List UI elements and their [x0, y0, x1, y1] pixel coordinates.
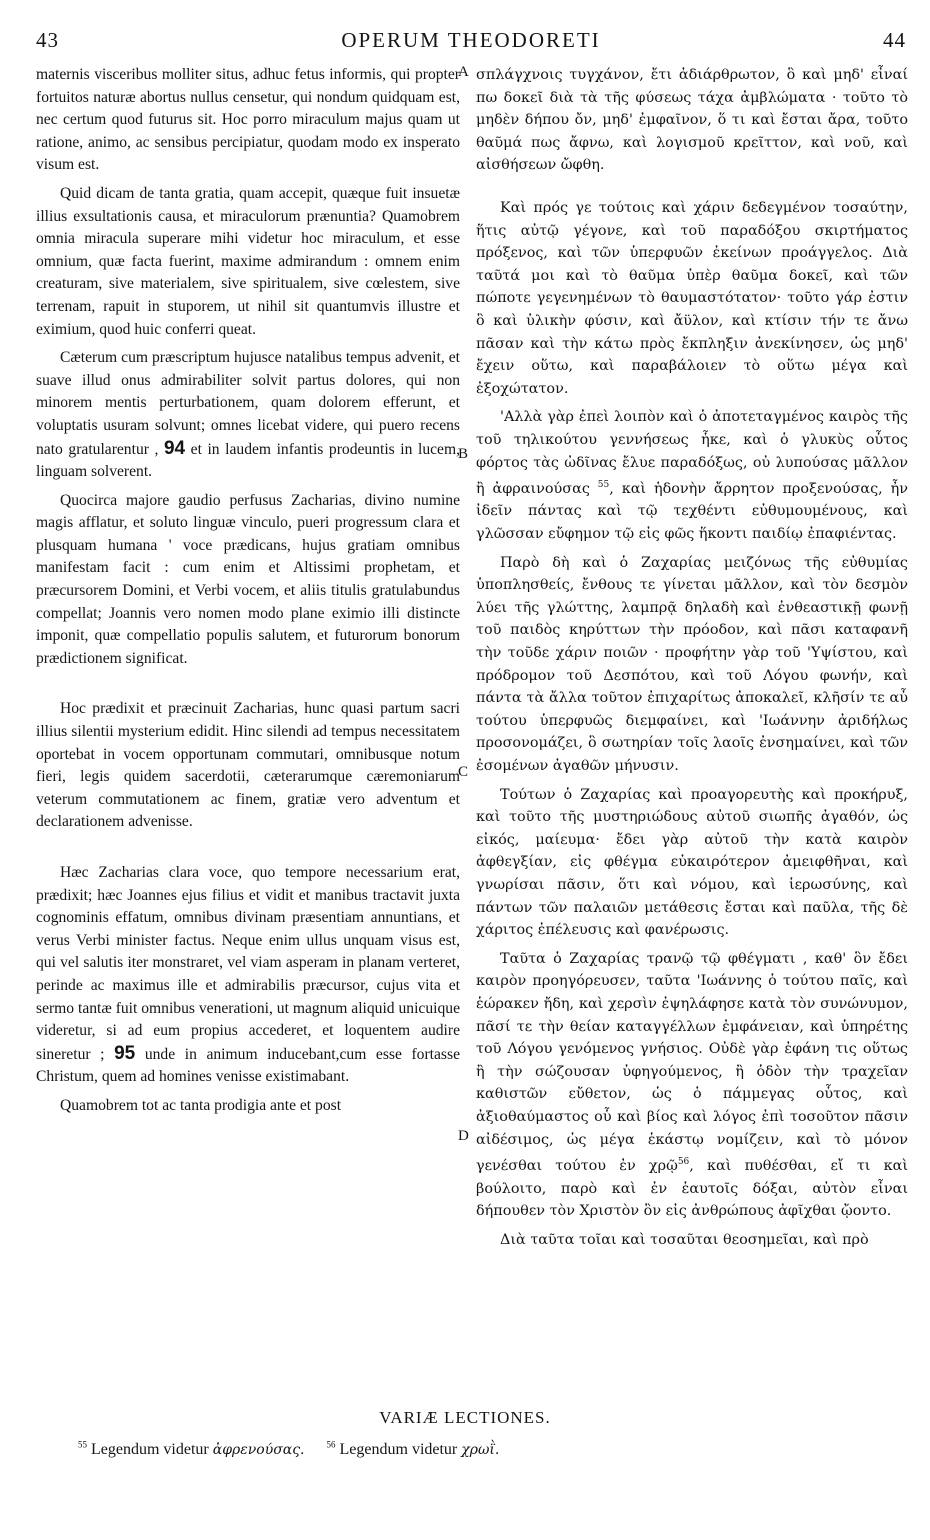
greek-paragraph-3	[476, 406, 908, 545]
latin-column	[36, 64, 460, 1404]
variae-lectiones-notes	[78, 1440, 517, 1459]
column-number-95: 95	[114, 1042, 136, 1064]
column-number-94: 94	[163, 437, 186, 459]
greek-p6-text-b: , καὶ πυθέσθαι, εἴ τι καὶ βούλοιτο, παρὸ καὶ ἐν ἑαυτοῖς δόξαι, αὐτὸν εἶναι δήπουθεν τὸν Χριστὸν ὂν εἰς ἀνθρώπους ἀφῖχθαι ᾤοντο.	[476, 1157, 908, 1220]
latin-paragraph-7: Quamobrem tot ac tanta prodigia ante et post	[60, 1096, 342, 1114]
margin-letter-c: C	[458, 764, 469, 780]
greek-paragraph-1: σπλάγχνοις τυγχάνον, ἔτι ἀδιάρθρωτον, ὃ καὶ μηδ' εἶναί πω δοκεῖ διὰ τὰ τῆς φύσεως τάχα ἀμβλώματα · τοῦτο τὸ μηδὲν δήπου ὄν, μηδ' ἐμφαῖνον, ὅ τι καὶ ἔσται ἄρα, τοῦτο θαῦμά πως ἄφνω, καὶ λογισμοῦ κρεῖττον, καὶ νοῦ, καὶ αἰσθήσεων ὤφθη.	[476, 67, 908, 174]
greek-p6-text-a: Ταῦτα ὁ Ζαχαρίας τρανῷ τῷ φθέγματι , καθ' ὃν ἔδει καιρὸν προηγόρευσεν, ταῦτα 'Ιωάννης ὁ τούτου παῖς, καὶ ἑώρακεν ἤδη, καὶ χερσὶν ἐψηλάφησε κατὰ τὸν συνώνυμον, πᾶσί τε τὴν θείαν καταγγέλλων ἐμφάνειαν, καὶ ὑπηρέτης τοῦ Λόγου γενόμενος γνήσιος. Οὐδὲ γὰρ ἐφάνη τις οὕτως ἢ τὴν σώζουσαν ὑφηγούμενος, ἢ ὁδὸν τὴν τραχεῖαν καθιστῶν εὔθετον, ὡς ὁ πάμμεγας οὗτος, καὶ ἀξιοθαύμαστος οὗ καὶ βίος καὶ λόγος ἐπὶ τοσοῦτον πᾶσιν αἰδέσιμος, ὡς μέγα ἑκάστῳ νομίζειν, καὶ τὸ μόνον γενέσθαι τούτου ἐν χρῷ	[476, 950, 908, 1174]
note-ref-55: 55	[597, 480, 610, 491]
note-ref-56: 56	[677, 1157, 690, 1168]
latin-p3-text-b: et in laudem infantis prodeuntis in lucem, linguam solverent.	[36, 440, 460, 481]
margin-letter-a: A	[458, 64, 469, 80]
latin-paragraph-1: maternis visceribus molliter situs, adhuc fetus informis, qui propter fortuitos naturæ abortus nullus censetur, qui nondum quidquam est, nec certum quod futurus sit. Hoc porro miraculum majus quam ut ratione, animo, ac sensibus percipiatur, quodam modo ex insperato visum est.	[36, 66, 460, 174]
page-number-right: 44	[883, 28, 906, 52]
latin-paragraph-5: Hoc prædixit et præcinuit Zacharias, hunc quasi partum sacri illius silentii mysterium edidit. Hinc silendi ad tempus necessitatem oportebat in vocem opportunam commutari, omnibusque notum fieri, legis quidem sacerdotii, cæterarumque cæremoniarum veterum commutationem ac finem, gratiæ vero adventum et declarationem advenisse.	[36, 700, 460, 831]
greek-paragraph-2: Καὶ πρός γε τούτοις καὶ χάριν δεδεγμένον τοσαύτην, ἥτις αὐτῷ γέγονε, καὶ τοῦ παραδόξου σκιρτήματος πρόξενος, καὶ τῶν ὑπερφυῶν ἐκείνων προάγγελος. Διὰ ταῦτά μοι καὶ τὸ θαῦμα ὑπὲρ θαῦμα δοκεῖ, καὶ τῶν πώποτε γεγενημένων τὸ θαυμαστότατον· τοῦτο γάρ ἐστιν ὃ καὶ ὑλικὴν φύσιν, καὶ ἄϋλον, καὶ κτίσιν τήν τε ἄνω πᾶσαν καὶ τὴν κάτω πρὸς ἔκπληξιν ἀνεκίνησεν, ὡς μηδ' ἔχειν οὕτω, καὶ παραβάλοιεν τὸ οὕτω μέγα καὶ ἐξοχώτατον.	[476, 199, 908, 397]
greek-paragraph-6	[476, 948, 908, 1223]
footnote-56	[327, 1441, 500, 1458]
footnote-greek: ἀφρενούσας.	[212, 1442, 305, 1459]
margin-letter-b: B	[458, 446, 469, 462]
footnote-55	[78, 1441, 305, 1458]
latin-paragraph-2: Quid dicam de tanta gratia, quam accepit, quæque fuit insuetæ illius exsultationis causa, et miraculorum prænuntia? Quamobrem omnia miracula superare mihi videtur hoc miraculum, et esse omnium, quæ facta fuerint, maxime admirandum : omnem enim creaturam, sive materialem, sive spiritualem, sive cœlestem, sive terrenam, rapuit in stuporem, ut nihil sit quantumvis illustre et eximium, quod huic conferri queat.	[36, 184, 460, 338]
footnote-text: Legendum videtur	[339, 1441, 458, 1459]
latin-paragraph-3	[36, 347, 460, 484]
page-number-left: 43	[36, 28, 59, 52]
running-title: OPERUM THEODORETI	[341, 28, 601, 52]
footnote-number: 55	[78, 1440, 87, 1450]
greek-p3-text-a: 'Αλλὰ γὰρ ἐπεὶ λοιπὸν καὶ ὁ ἀποτεταγμένος καιρὸς τῆς τοῦ τηλικούτου γεννήσεως ἧκε, καὶ ὁ γλυκὺς οὗτος φόρτος τὰς ὠδῖνας ἔλυε παραδόξως, οὐ λυπούσας μᾶλλον ἢ ἀφραινούσας	[476, 409, 908, 497]
greek-column	[476, 64, 908, 1404]
greek-paragraph-7: Διὰ ταῦτα τοῖαι καὶ τοσαῦται θεοσημεῖαι, καὶ πρὸ	[500, 1231, 869, 1248]
variae-lectiones-title: VARIÆ LECTIONES.	[379, 1408, 551, 1427]
latin-p6-text-b: unde in animum inducebant,cum esse fortasse Christum, quem ad homines venisse existimabant.	[36, 1045, 460, 1086]
latin-p6-text-a: Hæc Zacharias clara voce, quo tempore necessarium erat, prædixit; hæc Joannes ejus filius et vidit et manibus tractavit juxta cognominis effatum, omnibus divinam præsentiam annuntians, et verus Verbi minister factus. Neque enim ullus unquam visus est, qui vel salutis iter monstraret, vel viam asperam in planam verteret, perinde ac maximus ille et admirabilis præcursor, cujus vita et sermo tantæ fuit omnibus venerationi, ut magnum aliquid unicuique videretur, si ad eum propius accederet, et loquentem audire sineretur ;	[36, 864, 460, 1063]
latin-p3-text-a: Cæterum cum præscriptum hujusce natalibus tempus advenit, et suave illud onus admirabiliter solvit partus dolores, qui non minorem mentis perturbationem, quam dolorem efferunt, et voluptatis usuram solvunt; omnes licebat videre, qui puero recens nato gratularentur ,	[36, 349, 460, 458]
footnote-number: 56	[326, 1440, 336, 1450]
footnote-text: Legendum videtur	[91, 1441, 209, 1459]
footnote-greek: χρωῒ.	[461, 1442, 500, 1459]
greek-p3-text-b: , καὶ ἡδονὴν ἄρρητον προξενούσας, ἦν ἰδεῖν πάντας καὶ τῷ τεχθέντι εὐθυμουμένους, καὶ γλῶσσαν εὔφημον τῷ εἰς φῶς ἥκοντι παιδίῳ ἐπαφιέντας.	[476, 480, 908, 543]
latin-paragraph-6	[36, 862, 460, 1089]
greek-paragraph-4: Παρὸ δὴ καὶ ὁ Ζαχαρίας μειζόνως τῆς εὐθυμίας ὑποπλησθείς, ἔνθους τε γίνεται μᾶλλον, καὶ τὸν δεσμὸν λύει τῆς γλώττης, λαμπρᾷ δηλαδὴ καὶ ἐνθεαστικῇ φωνῇ τοῦ παιδὸς κηρύττων τὴν πρόοδον, καὶ πᾶσι καταφανῆ τὴν τοῦδε χάριν ποιῶν · προφήτην γὰρ τοῦ 'Υψίστου, καὶ πρόδρομον τοῦ Δεσπότου, καὶ τοῦ Λόγου φωνήν, καὶ πάντα τὰ ἄλλα τοῦτον ἐπιχαρίτως ἀποκαλεῖ, κλῆσίν τε αὖ τούτου ὑπερφυῶς διεμφαίνει, καὶ 'Ιωάννην ἀριδήλως προσονομάζει, ὃ σωτηρίαν τοῖς λαοῖς ἐνσημαίνει, καὶ τῶν ἐσομένων ἀγαθῶν μήνυσιν.	[476, 554, 908, 775]
greek-paragraph-5: Τούτων ὁ Ζαχαρίας καὶ προαγορευτὴς καὶ προκήρυξ, καὶ τοῦτο τῆς μυστηριώδους αὐτοῦ σιωπῆς ἀγαθόν, ὡς εἰκός, μαίευμα· ἔδει γὰρ αὐτοῦ τὴν κατὰ καιρὸν ἀφθεγξίαν, εἰς φθέγμα εὐκαιρότερον ἀμειφθῆναι, καὶ γνωρίσαι πᾶσιν, ὅτι καὶ νόμου, καὶ ἱερωσύνης, καὶ πάντων τῶν παλαιῶν μετάθεσις ἔσται καὶ παῦλα, τῆς δὲ χάριτος ἐπέλευσις καὶ φανέρωσις.	[476, 786, 908, 939]
page-header	[36, 28, 906, 58]
margin-letter-d: D	[458, 1128, 469, 1144]
latin-paragraph-4: Quocirca majore gaudio perfusus Zacharias, divino numine magis afflatur, et soluto linguæ vinculo, pueri progressum clara et plusquam humana ' voce prædicans, hujus gratiam omnibus manifestam facit : cum enim et Altissimi prophetam, et præcursorem Domini, et Verbi vocem, et aliis titulis gratulabundus compellat; Joannis vero nomen modo plane eximio illi distincte imponit, quæ compellatio populis salutem, et futurorum bonorum prædictionem significat.	[36, 491, 460, 667]
